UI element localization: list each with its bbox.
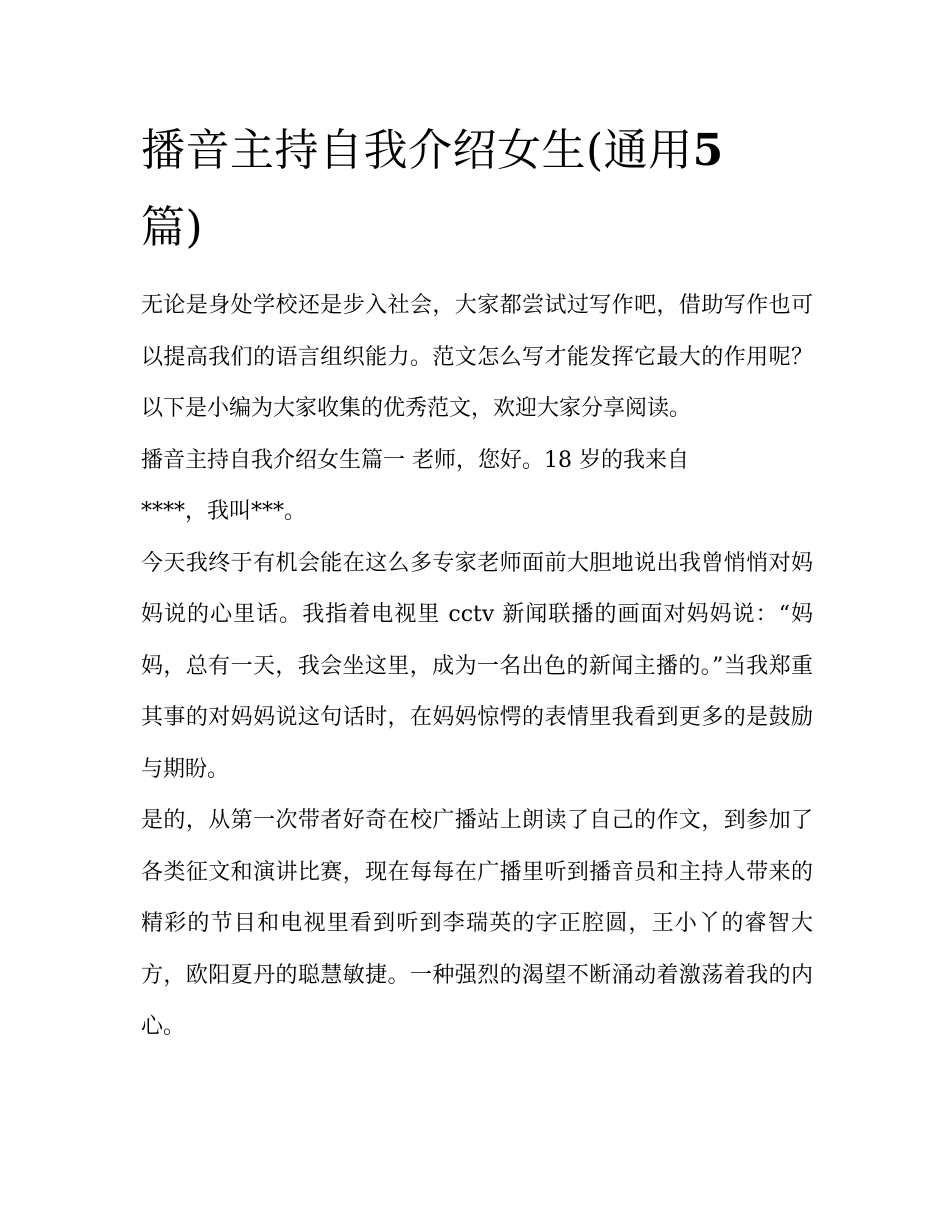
name-line: ****，我叫***。 bbox=[141, 499, 307, 524]
section-heading-line: 播音主持自我介绍女生篇一 老师，您好。18 岁的我来自 bbox=[141, 447, 689, 473]
document-body bbox=[141, 280, 813, 1053]
title-text: 播音主持自我介绍女生(通用 bbox=[141, 125, 693, 176]
intro-paragraph: 无论是身处学校还是步入社会，大家都尝试过写作吧，借助写作也可以提高我们的语言组织能力。范文怎么写才能发挥它最大的作用呢？以下是小编为大家收集的优秀范文，欢迎大家分享阅读。 bbox=[141, 293, 813, 421]
document-content bbox=[141, 112, 813, 1053]
title-text-end: 篇) bbox=[141, 202, 204, 253]
body-paragraph: 是的，从第一次带者好奇在校广播站上朗读了自己的作文，到参加了各类征文和演讲比赛，现在每每在广播里听到播音员和主持人带来的精彩的节目和电视里看到听到李瑞英的字正腔圆，王小丫的睿智大方，欧阳夏丹的聪慧敏捷。一种强烈的渴望不断涌动着激荡着我的内心。 bbox=[141, 808, 813, 1039]
body-paragraph: 今天我终于有机会能在这么多专家老师面前大胆地说出我曾悄悄对妈妈说的心里话。我指着电视里 cctv 新闻联播的画面对妈妈说：“妈妈，总有一天，我会坐这里，成为一名出色的新闻主播的。”当我郑重其事的对妈妈说这句话时，在妈妈惊愕的表情里我看到更多的是鼓励与期盼。 bbox=[141, 550, 813, 782]
title-count: 5 bbox=[692, 125, 724, 176]
page-title bbox=[141, 112, 813, 266]
